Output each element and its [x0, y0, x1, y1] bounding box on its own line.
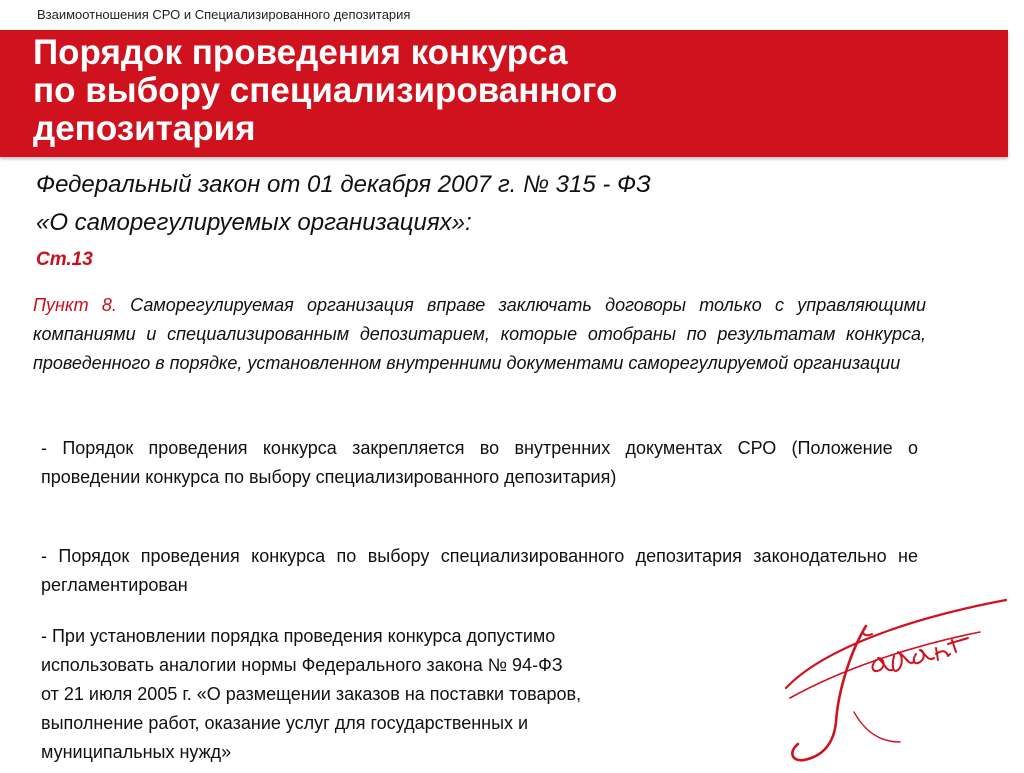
page-title-line-2: по выбору специализированного [33, 71, 618, 110]
bullet-item-3-line: использовать аналогии нормы Федерального закона № 94-ФЗ [41, 655, 563, 675]
bullet-item-2: - Порядок проведения конкурса по выбору специализированного депозитария законодательно не регламентирован [41, 546, 918, 595]
breadcrumb: Взаимоотношения СРО и Специализированного депозитария [37, 7, 411, 22]
bullet-item-3-line: выполнение работ, оказание услуг для государственных и [41, 713, 529, 733]
point-label: Пункт 8. [33, 295, 117, 315]
law-reference-line-2: «О саморегулируемых организациях»: [36, 209, 472, 236]
bullet-item-1: - Порядок проведения конкурса закрепляется во внутренних документах СРО (Положение о проведении конкурса по выбору специализированного депозитария) [41, 438, 918, 487]
bullet-item-3 [41, 622, 781, 767]
title-banner [0, 30, 1008, 157]
point-paragraph [33, 291, 926, 378]
page-title-line-1: Порядок проведения конкурса [33, 33, 568, 72]
page-title-line-3: депозитария [33, 109, 256, 148]
article-number: Ст.13 [36, 249, 93, 270]
law-reference-line-1: Федеральный закон от 01 декабря 2007 г. № 315 - ФЗ [36, 171, 651, 198]
bullet-item-3-line: - При установлении порядка проведения конкурса допустимо [41, 626, 556, 646]
bullet-item-3-line: от 21 июля 2005 г. «О размещении заказов на поставки товаров, [41, 684, 582, 704]
point-text: Саморегулируемая организация вправе заключать договоры только с управляющими компаниями и специализированным депозитарием, которые отобраны по результатам конкурса, проведенного в порядке, установленном внутренними документами саморегулируемой организации [33, 295, 926, 373]
garant-signature-logo [780, 592, 1010, 768]
bullet-item-3-line: муниципальных нужд» [41, 742, 232, 762]
